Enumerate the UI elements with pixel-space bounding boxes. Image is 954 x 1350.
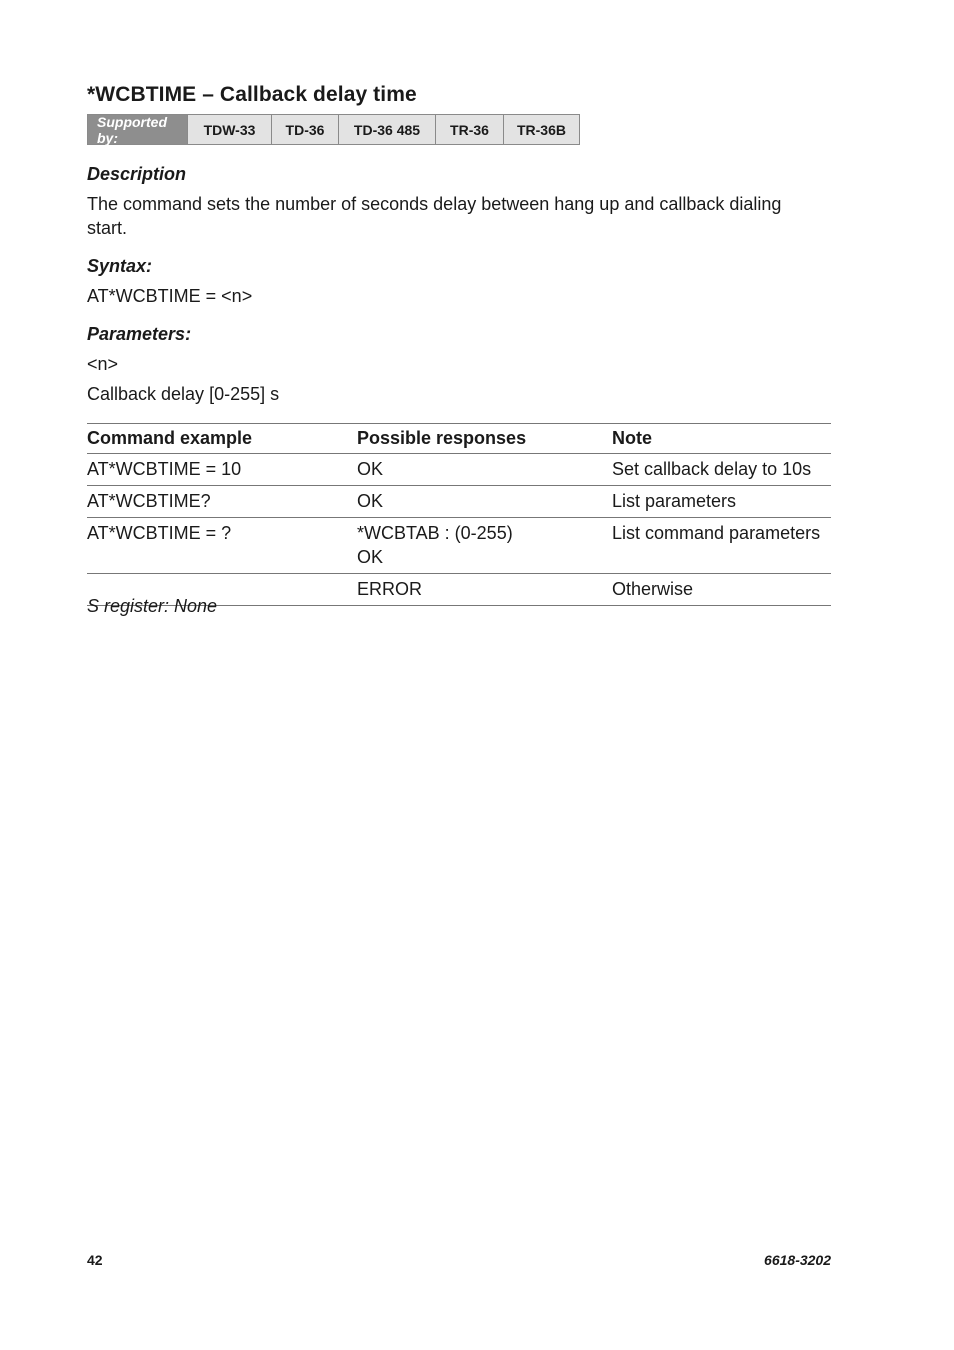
page-title: *WCBTIME – Callback delay time xyxy=(87,83,417,106)
response-line: ERROR xyxy=(357,579,423,599)
syntax-heading: Syntax: xyxy=(87,256,153,276)
response-line: OK xyxy=(357,459,384,479)
document-number: 6618-3202 xyxy=(764,1252,831,1268)
column-header: Note xyxy=(612,424,831,454)
supported-device: TD-36 xyxy=(271,115,338,144)
parameter-name: <n> xyxy=(87,354,119,374)
response-line: OK xyxy=(357,547,384,567)
command-table xyxy=(87,423,831,606)
response-cell xyxy=(357,454,612,486)
description-heading: Description xyxy=(87,164,187,184)
supported-by-label: Supported by: xyxy=(88,115,187,144)
command-cell: AT*WCBTIME = ? xyxy=(87,518,357,574)
response-cell xyxy=(357,486,612,518)
table-row xyxy=(87,454,831,486)
supported-device: TR-36B xyxy=(503,115,579,144)
supported-device: TDW-33 xyxy=(187,115,271,144)
syntax-text: AT*WCBTIME = <n> xyxy=(87,286,253,306)
command-cell: AT*WCBTIME? xyxy=(87,486,357,518)
response-line: *WCBTAB : (0-255) xyxy=(357,523,513,543)
note-cell: List command parameters xyxy=(612,518,831,574)
note-cell: List parameters xyxy=(612,486,831,518)
note-cell: Set callback delay to 10s xyxy=(612,454,831,486)
command-cell: AT*WCBTIME = 10 xyxy=(87,454,357,486)
parameters-heading: Parameters: xyxy=(87,324,192,344)
column-header: Command example xyxy=(87,424,357,454)
response-line: OK xyxy=(357,491,384,511)
response-cell xyxy=(357,518,612,574)
s-register-note: S register: None xyxy=(87,596,218,616)
description-line: start. xyxy=(87,218,128,238)
note-cell: Otherwise xyxy=(612,574,831,606)
table-header-row xyxy=(87,424,831,454)
response-cell xyxy=(357,574,612,606)
description-line: The command sets the number of seconds delay between hang up and callback dialing xyxy=(87,194,782,214)
supported-device: TR-36 xyxy=(435,115,503,144)
table-row xyxy=(87,486,831,518)
supported-by-bar xyxy=(87,114,580,145)
page-number: 42 xyxy=(87,1252,103,1268)
supported-device: TD-36 485 xyxy=(338,115,435,144)
table-row xyxy=(87,518,831,574)
parameter-description: Callback delay [0-255] s xyxy=(87,384,280,404)
column-header: Possible responses xyxy=(357,424,612,454)
